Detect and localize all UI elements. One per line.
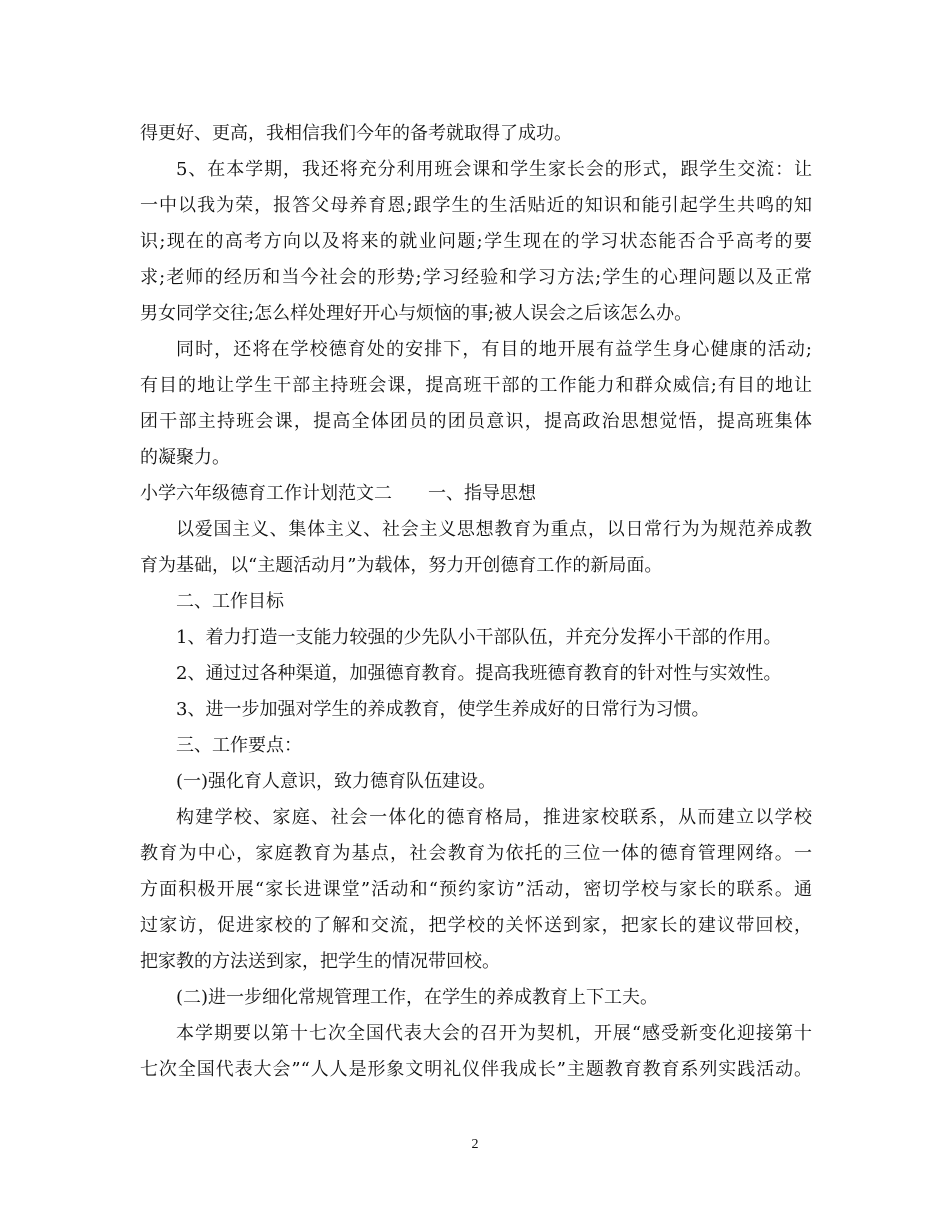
paragraph-line: 得更好、更高，我相信我们今年的备考就取得了成功。 (140, 123, 572, 144)
paragraph-line: 以爱国主义、集体主义、社会主义思想教育为重点，以日常行为为规范养成教 (176, 519, 812, 540)
paragraph-line: 的凝聚力。 (140, 447, 230, 468)
paragraph-line: 过家访，促进家校的了解和交流，把学校的关怀送到家，把家长的建议带回校， (140, 915, 812, 936)
subsection-heading: (二)进一步细化常规管理工作，在学生的养成教育上下工夫。 (176, 987, 659, 1008)
page-number: 2 (471, 1137, 479, 1152)
paragraph-line: 方面积极开展“家长进课堂”活动和“预约家访”活动，密切学校与家长的联系。通 (140, 879, 812, 900)
paragraph-line: 教育为中心，家庭教育为基点，社会教育为依托的三位一体的德育管理网络。一 (140, 843, 812, 864)
paragraph-line: 有目的地让学生干部主持班会课，提高班干部的工作能力和群众威信;有目的地让 (140, 375, 812, 396)
paragraph-line: 七次全国代表大会”“人人是形象文明礼仪伴我成长”主题教育教育系列实践活动。 (140, 1059, 812, 1080)
paragraph-line: 同时，还将在学校德育处的安排下，有目的地开展有益学生身心健康的活动; (176, 339, 812, 360)
section-heading: 小学六年级德育工作计划范文二 一、指导思想 (140, 483, 536, 504)
paragraph-line: 男女同学交往;怎么样处理好开心与烦恼的事;被人误会之后该怎么办。 (140, 303, 693, 324)
list-item: 2、通过过各种渠道，加强德育教育。提高我班德育教育的针对性与实效性。 (176, 663, 782, 684)
section-heading: 二、工作目标 (176, 591, 284, 612)
paragraph-line: 求;老师的经历和当今社会的形势;学习经验和学习方法;学生的心理问题以及正常 (140, 267, 812, 288)
section-heading: 三、工作要点： (176, 735, 302, 756)
paragraph-line: 本学期要以第十七次全国代表大会的召开为契机，开展“感受新变化迎接第十 (176, 1023, 812, 1044)
paragraph-line: 一中以我为荣，报答父母养育恩;跟学生的生活贴近的知识和能引起学生共鸣的知 (140, 195, 812, 216)
list-item: 3、进一步加强对学生的养成教育，使学生养成好的日常行为习惯。 (176, 699, 710, 720)
paragraph-line: 团干部主持班会课，提高全体团员的团员意识，提高政治思想觉悟，提高班集体 (140, 411, 812, 432)
paragraph-line: 把家教的方法送到家，把学生的情况带回校。 (140, 951, 500, 972)
document-body (140, 116, 812, 1088)
paragraph-line: 构建学校、家庭、社会一体化的德育格局，推进家校联系，从而建立以学校 (176, 807, 812, 828)
subsection-heading: (一)强化育人意识，致力德育队伍建设。 (176, 771, 497, 792)
paragraph-line: 识;现在的高考方向以及将来的就业问题;学生现在的学习状态能否合乎高考的要 (140, 231, 812, 252)
list-item: 1、着力打造一支能力较强的少先队小干部队伍，并充分发挥小干部的作用。 (176, 627, 782, 648)
paragraph-line: 育为基础，以“主题活动月”为载体，努力开创德育工作的新局面。 (140, 555, 663, 576)
paragraph-line: 5、在本学期，我还将充分利用班会课和学生家长会的形式，跟学生交流：让 (176, 159, 812, 180)
